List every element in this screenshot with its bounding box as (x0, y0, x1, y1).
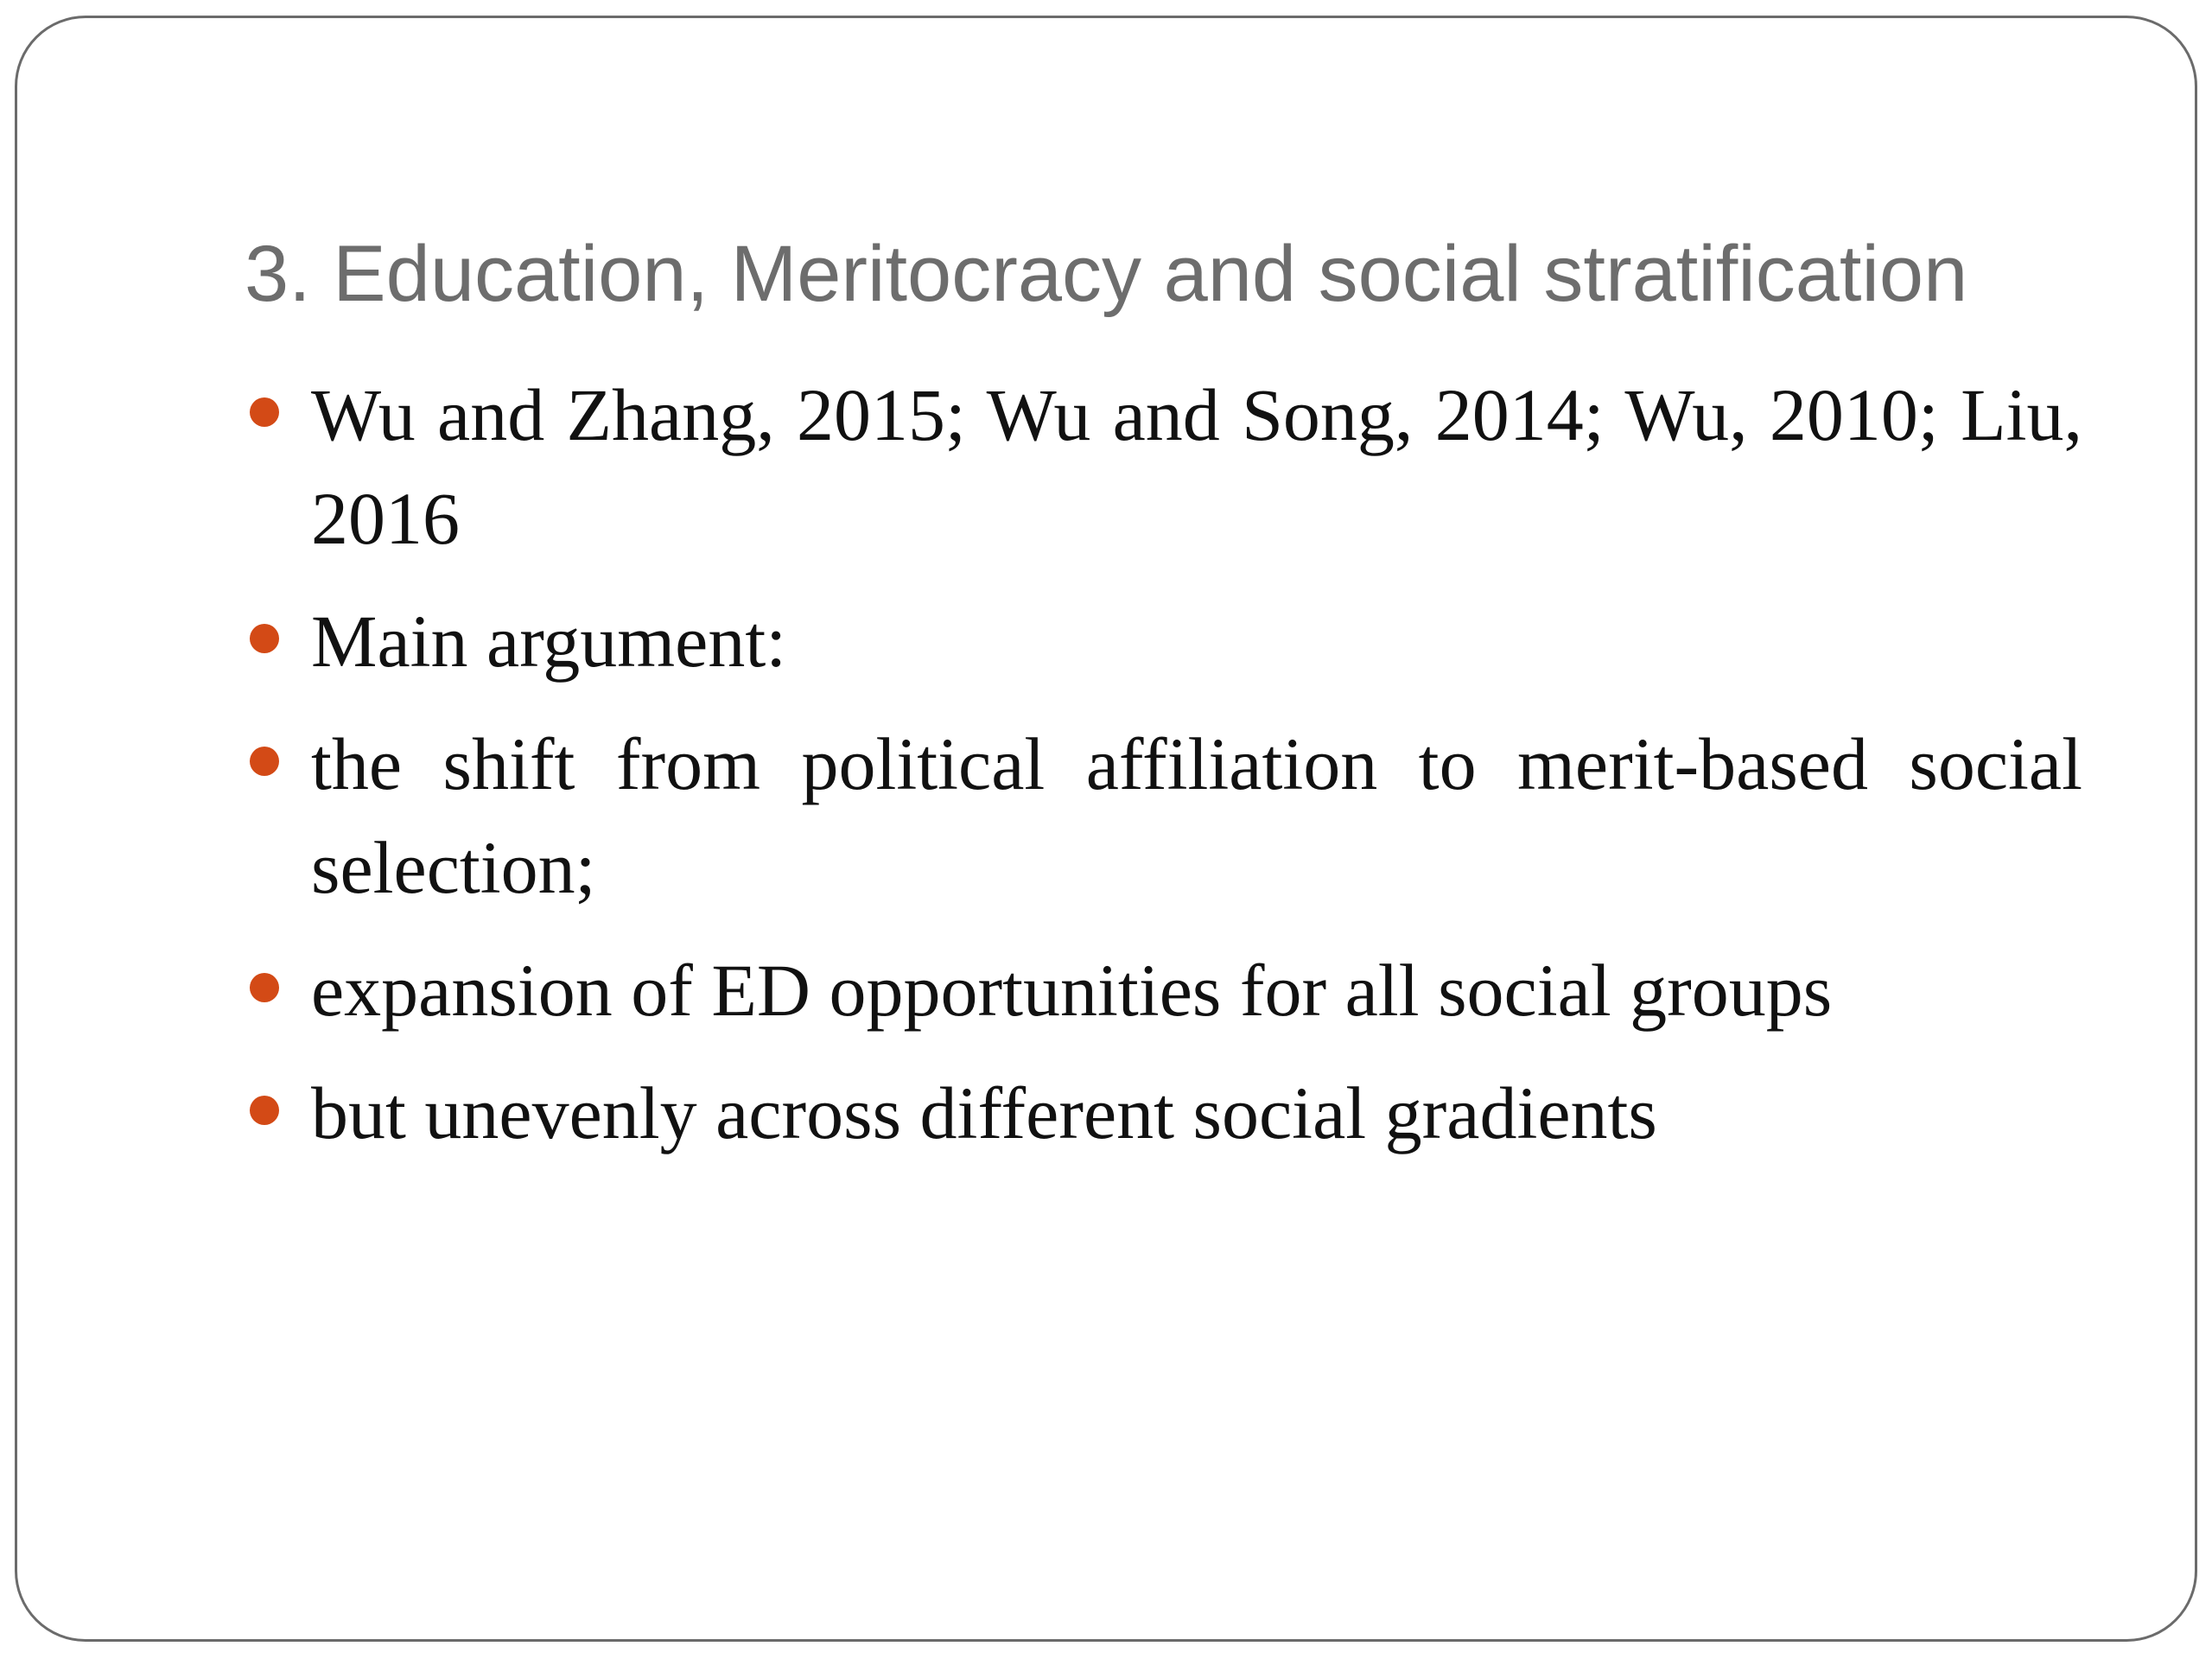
bullet-text: Main argument: (311, 600, 787, 683)
bullet-item-main-argument (242, 589, 2082, 693)
bullet-item-references (242, 363, 2082, 570)
bullet-text: the shift from political affiliation to merit-based social selection; (311, 722, 2082, 909)
bullet-dot-icon (250, 973, 279, 1002)
bullet-dot-icon (250, 1096, 279, 1125)
bullet-text: expansion of ED opportunities for all social groups (311, 949, 1833, 1032)
bullet-text: but unevenly across different social gradients (311, 1071, 1657, 1154)
slide-title: 3. Education, Meritocracy and social stratification (245, 230, 1968, 318)
bullet-item-expansion (242, 938, 2082, 1042)
bullet-text: Wu and Zhang, 2015; Wu and Song, 2014; Wu, 2010; Liu, 2016 (311, 373, 2082, 560)
bullet-dot-icon (250, 624, 279, 653)
bullet-item-uneven (242, 1061, 2082, 1165)
bullet-item-shift (242, 712, 2082, 919)
bullet-list (242, 363, 2082, 1184)
bullet-dot-icon (250, 747, 279, 776)
bullet-dot-icon (250, 397, 279, 427)
